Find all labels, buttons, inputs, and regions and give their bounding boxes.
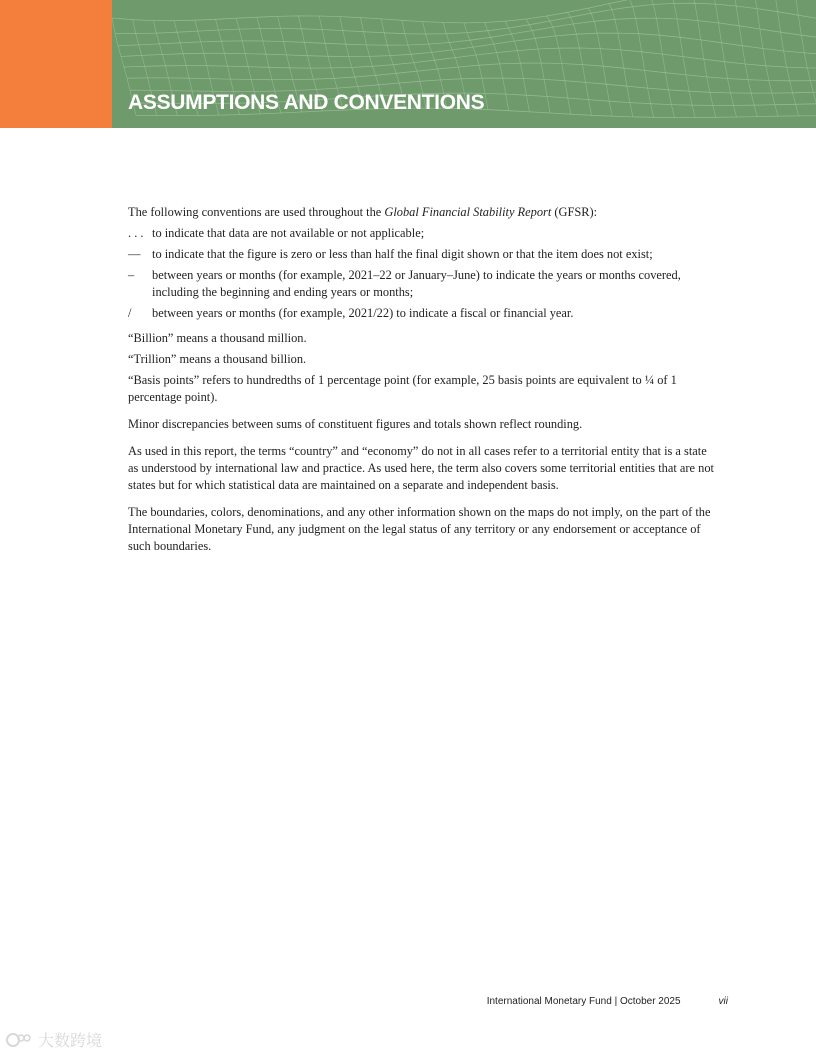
mesh-line (754, 0, 778, 116)
conventions-list (128, 225, 720, 322)
footer-source: International Monetary Fund | October 2025 (486, 996, 681, 1007)
mesh-line (692, 0, 716, 117)
watermark-text: 大数跨境 (38, 1031, 103, 1050)
page-header (0, 0, 816, 128)
list-item (128, 305, 720, 322)
convention-symbol: . . . (128, 226, 144, 240)
paragraph-map-boundaries: The boundaries, colors, denominations, and any other information shown on the maps do not imply, on the part of the International Monetary Fund, any judgment on the legal status of any territory or any endorsement or acceptance of such boundaries. (128, 505, 711, 553)
list-item (128, 246, 720, 263)
intro-prefix: The following conventions are used throughout the (128, 205, 385, 219)
page-number: vii (718, 996, 728, 1007)
orange-accent-block (0, 0, 112, 128)
report-title-italic: Global Financial Stability Report (384, 205, 552, 219)
list-item (128, 267, 720, 301)
mesh-line (733, 0, 757, 117)
mesh-line (485, 23, 509, 111)
mesh-line (671, 0, 695, 118)
intro-suffix: (GFSR): (551, 205, 598, 219)
mesh-line (115, 3, 816, 34)
intro-sentence (128, 204, 720, 221)
mesh-line (775, 0, 799, 116)
page-title: ASSUMPTIONS AND CONVENTIONS (128, 91, 485, 114)
paragraph-country-economy: As used in this report, the terms “country” and “economy” do not in all cases refer to a territorial entity that is a state as understood by international law and practice. As used here, the term also covers some territorial entities that are not states but for which statistical data are maintained on a separate and independent basis. (128, 444, 714, 492)
definition-trillion: “Trillion” means a thousand billion. (128, 352, 307, 366)
convention-symbol: — (128, 247, 141, 261)
mesh-line (505, 21, 529, 112)
convention-text: to indicate that the figure is zero or less than half the final digit shown or that the item does not exist; (152, 247, 653, 261)
list-item (128, 225, 720, 242)
watermark (6, 1028, 102, 1051)
convention-text: between years or months (for example, 2021/22) to indicate a fiscal or financial year. (152, 306, 574, 320)
convention-symbol: – (128, 268, 135, 282)
paragraph-rounding: Minor discrepancies between sums of constituent figures and totals shown reflect rounding. (128, 417, 583, 431)
convention-text: to indicate that data are not available or not applicable; (152, 226, 425, 240)
convention-symbol: / (128, 306, 132, 320)
mesh-line (630, 0, 654, 117)
mesh-line (124, 48, 816, 68)
definition-billion: “Billion” means a thousand million. (128, 331, 307, 345)
mesh-line (650, 0, 674, 118)
definition-basis-points: “Basis points” refers to hundredths of 1 percentage point (for example, 25 basis points are equivalent to ¼ of 1 percentage point). (128, 373, 677, 404)
page-footer (487, 996, 728, 1007)
mesh-line (609, 4, 633, 117)
mesh-line (526, 19, 550, 113)
watermark-logo-icon (6, 1030, 32, 1050)
conventions-body (128, 204, 720, 555)
mesh-line (112, 0, 816, 23)
mesh-line (713, 0, 737, 117)
convention-text: between years or months (for example, 2021–22 or January–June) to indicate the years or months covered, including the beginning and ending years or months; (152, 268, 681, 299)
mesh-line (547, 16, 571, 114)
